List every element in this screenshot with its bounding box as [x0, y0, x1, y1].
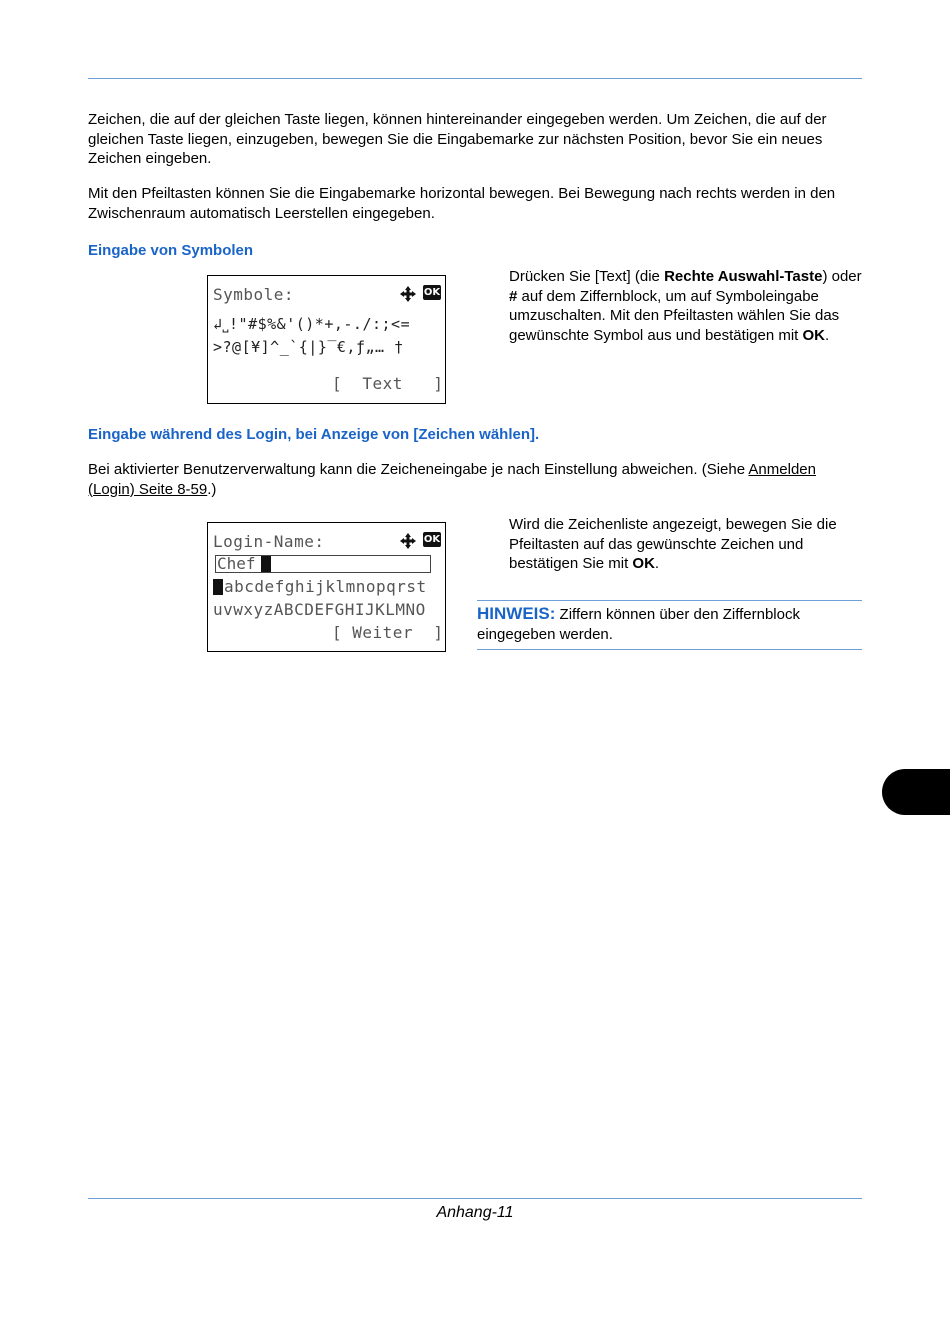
symbols-lcd-screen [207, 275, 446, 404]
symbols-desc-text-4: . [825, 326, 830, 344]
note-label: HINWEIS: [477, 604, 556, 623]
login-heading: Eingabe während des Login, bei Anzeige von [Zeichen wählen]. [88, 426, 540, 443]
note-text: Ziffern können über den Ziffernblock eingegeben werden. [477, 606, 800, 643]
ok-icon: OK [423, 534, 441, 545]
note-box [477, 604, 862, 644]
login-screen-title: Login-Name: [213, 532, 325, 551]
symbols-row-1: ↲⎵!"#$%&'()*+,-./:;<= [213, 315, 411, 333]
login-para-text-1: Bei aktivierter Benutzerverwaltung kann die Zeicheneingabe je nach Einstellung abweichen. (Siehe [88, 461, 749, 478]
login-lcd-screen [207, 522, 446, 652]
arrow-keys-icon [399, 285, 417, 303]
login-desc-bold: OK [632, 555, 655, 572]
login-reference-link[interactable]: Anmelden (Login) Seite 8-59 [88, 461, 816, 498]
symbols-screen-title: Symbole: [213, 285, 295, 304]
symbols-desc-bold-2: # [509, 287, 518, 305]
input-cursor [261, 556, 271, 572]
login-para-text-2: .) [207, 480, 217, 498]
header-rule [88, 78, 862, 79]
symbols-desc-text-3: auf dem Ziffernblock, um auf Symboleingabe umzuschalten. Mit den Pfeiltasten wählen Sie das gewünschte Symbol aus und bestätigen mit [509, 287, 840, 344]
ok-icon: OK [423, 287, 441, 298]
login-desc-text-2: . [654, 555, 660, 572]
symbols-desc-bold-1: Rechte Auswahl-Taste [664, 268, 823, 285]
note-top-rule [477, 600, 862, 601]
login-chars-row-1: abcdefghijklmnopqrst [224, 577, 427, 596]
text-softkey[interactable]: [ Text ] [332, 374, 444, 393]
arrow-keys-icon [399, 532, 417, 550]
note-bottom-rule [477, 649, 862, 650]
symbols-description [509, 267, 863, 345]
login-name-input[interactable] [215, 555, 431, 573]
symbols-desc-bold-3: OK [802, 326, 826, 344]
intro-paragraph-2: Mit den Pfeiltasten können Sie die Eingabemarke horizontal bewegen. Bei Bewegung nach rechts werden in den Zwischenraum automatisch Leerstellen eingegeben. [88, 185, 836, 222]
chapter-tab [882, 769, 950, 815]
symbols-desc-text-2: ) oder [822, 268, 862, 285]
symbols-heading: Eingabe von Symbolen [88, 242, 254, 259]
symbols-desc-text-1: Drücken Sie [Text] (die [509, 268, 665, 285]
symbols-row-2: >?@[¥]^_`{|}‾€,ƒ„… † [213, 338, 404, 356]
footer-rule [88, 1198, 862, 1199]
login-input-value: Chef [217, 554, 256, 573]
login-chars-row-2: uvwxyzABCDEFGHIJKLMNO [213, 600, 426, 619]
next-softkey[interactable]: [ Weiter ] [332, 623, 444, 642]
intro-paragraph-1: Zeichen, die auf der gleichen Taste liegen, können hintereinander eingegeben werden. Um Zeichen, die auf der gleichen Taste liegen, einzugeben, bewegen Sie die Eingabemarke zur nächsten Position, bevor Sie ein neues Zeichen eingeben. [88, 111, 827, 167]
login-description [509, 515, 863, 574]
page-number: Anhang-11 [436, 1204, 514, 1221]
selection-cursor [213, 579, 223, 595]
login-desc-text-1: Wird die Zeichenliste angezeigt, bewegen Sie die Pfeiltasten auf das gewünschte Zeichen und bestätigen Sie mit [509, 516, 837, 572]
login-paragraph [88, 460, 864, 499]
